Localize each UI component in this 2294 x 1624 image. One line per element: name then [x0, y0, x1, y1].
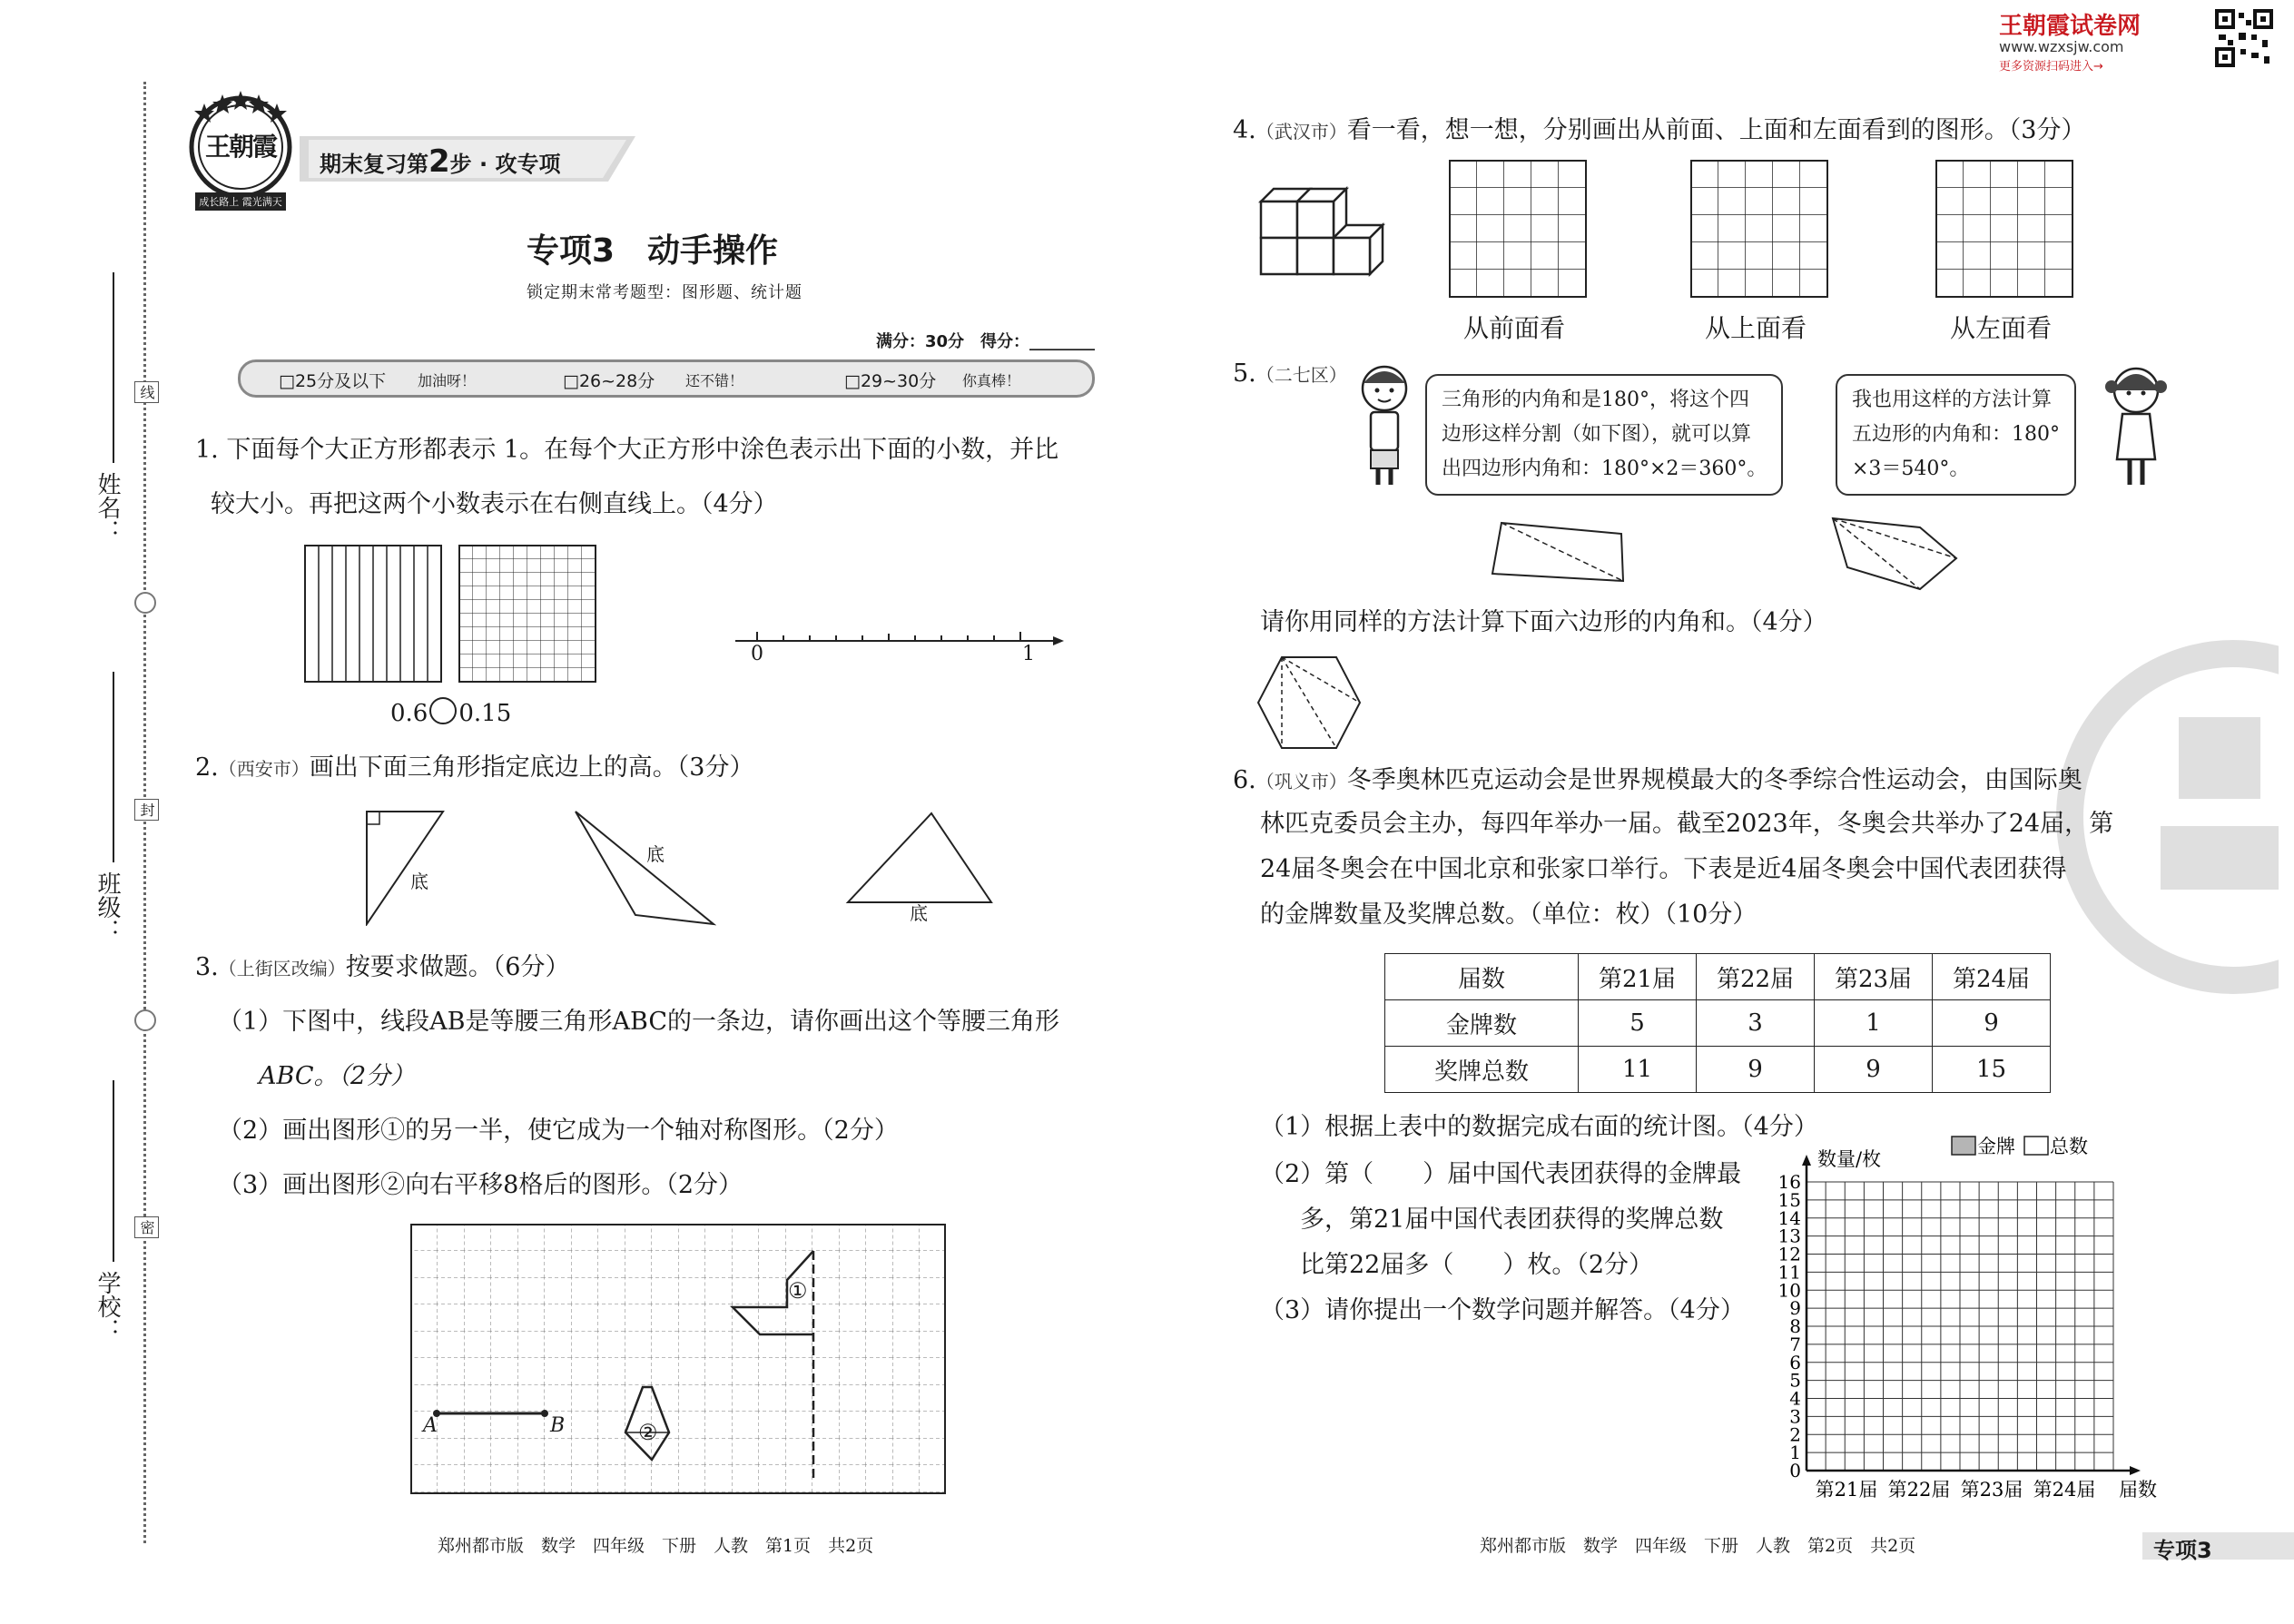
- logo-text: 王朝霞: [204, 132, 276, 162]
- q6-sub2-line3: 比第22届多（ ）枚。（2分）: [1300, 1251, 1654, 1279]
- y-tick-label: 10: [1777, 1279, 1801, 1302]
- legend-swatch-gold: [1952, 1137, 1975, 1155]
- cut-mark-xian: 线: [134, 381, 159, 403]
- x-axis-label: 届数: [2119, 1479, 2157, 1498]
- margin-hole-icon: [134, 592, 156, 614]
- legend-label-gold: 金牌: [1977, 1136, 2015, 1157]
- q6-sub3: （3）请你提出一个数学问题并解答。（4分）: [1260, 1296, 1745, 1324]
- q1-line1: 1. 下面每个大正方形都表示 1。在每个大正方形中涂色表示出下面的小数，并比: [195, 436, 1059, 464]
- q1-compare: [390, 697, 511, 727]
- q4-grid-left: [1935, 160, 2073, 298]
- y-tick-label: 3: [1789, 1405, 1801, 1428]
- cut-mark-mi: 密: [134, 1216, 159, 1238]
- name-label: 姓名：: [94, 472, 121, 543]
- q2-base-label-3: 底: [910, 902, 928, 924]
- q4-grid-front: [1449, 160, 1587, 298]
- q1-number-line: [726, 626, 1071, 663]
- y-tick-label: 11: [1777, 1261, 1801, 1284]
- y-tick-label: 8: [1789, 1315, 1801, 1337]
- q6-sub1: （1）根据上表中的数据完成右面的统计图。（4分）: [1260, 1113, 1818, 1141]
- compare-left: 0.6: [390, 700, 428, 727]
- y-axis-arrow: [1802, 1155, 1811, 1166]
- y-tick-label: 1: [1789, 1442, 1801, 1464]
- medal-table: [1384, 953, 2051, 1093]
- boy-figure-icon: [1353, 363, 1416, 490]
- axis-start-label: 0: [751, 643, 763, 665]
- class-label: 班级：: [94, 871, 121, 942]
- q6-line1: 6.（巩义市）冬季奥林匹克运动会是世界规模最大的冬季综合性运动会，由国际奥: [1233, 766, 2082, 794]
- view-label-top: 从上面看: [1705, 313, 1807, 343]
- brand-tagline: 更多资源扫码进入→: [1999, 60, 2103, 74]
- x-category-label: 第22届: [1887, 1479, 1951, 1498]
- axis-end-label: 1: [1022, 643, 1035, 665]
- x-category-label: 第21届: [1815, 1479, 1878, 1498]
- rating-box-3[interactable]: □29~30分: [844, 371, 937, 391]
- q3-sub1-line1: （1）下图中，线段AB是等腰三角形ABC的一条边，请你画出这个等腰三角形: [218, 1008, 1060, 1036]
- rating-bar: [238, 359, 1095, 398]
- label-b: B: [550, 1414, 566, 1437]
- y-tick-label: 6: [1789, 1351, 1801, 1373]
- y-tick-label: 2: [1789, 1423, 1801, 1446]
- y-tick-label: 7: [1789, 1333, 1801, 1355]
- q3-prompt: 3.（上街区改编）按要求做题。（6分）: [195, 953, 570, 981]
- page-subtitle: 锁定期末常考题型：图形题、统计题: [527, 283, 802, 302]
- view-label-left: 从左面看: [1950, 313, 2053, 343]
- view-label-front: 从前面看: [1463, 313, 1566, 343]
- rating-box-1[interactable]: □25分及以下: [279, 371, 387, 391]
- x-category-label: 第24届: [2033, 1479, 2096, 1498]
- x-axis-arrow: [2130, 1466, 2141, 1475]
- q1-tenths-square: [304, 545, 442, 683]
- q6-line2: 林匹克委员会主办，每四年举办一届。截至2023年，冬奥会共举办了24届，第: [1260, 810, 2114, 838]
- class-line: [113, 672, 114, 862]
- girl-figure-icon: [2104, 363, 2168, 490]
- compare-circle[interactable]: [429, 697, 457, 724]
- binding-margin: [0, 0, 163, 1624]
- q5-prompt: 5.（二七区）: [1233, 359, 1347, 388]
- q2-base-label-2: 底: [646, 843, 665, 865]
- q4-grid-top: [1690, 160, 1828, 298]
- y-tick-label: 16: [1777, 1171, 1801, 1193]
- name-line: [113, 272, 114, 463]
- y-tick-label: 14: [1777, 1206, 1801, 1229]
- q6-line3: 24届冬奥会在中国北京和张家口举行。下表是近4届冬奥会中国代表团获得: [1260, 855, 2067, 883]
- score-line: 满分：30分 得分：________: [876, 332, 1096, 351]
- y-tick-label: 12: [1777, 1243, 1801, 1265]
- x-category-label: 第23届: [1960, 1479, 2023, 1498]
- table-row: 届数 第21届 第22届 第23届 第24届: [1385, 954, 2051, 1000]
- rating-box-2[interactable]: □26~28分: [563, 371, 655, 391]
- y-tick-label: 15: [1777, 1188, 1801, 1211]
- y-tick-label: 0: [1789, 1460, 1801, 1481]
- margin-hole-icon: [134, 1009, 156, 1031]
- compare-right: 0.15: [458, 700, 512, 727]
- q6-sub2-line2: 多，第21届中国代表团获得的奖牌总数: [1300, 1206, 1724, 1234]
- rating-comment-2: 还不错！: [685, 372, 744, 389]
- q3-grid: [410, 1224, 946, 1496]
- q3-sub3: （3）画出图形②向右平移8格后的图形。（2分）: [218, 1171, 743, 1199]
- table-row: 奖牌总数 11 9 9 15: [1385, 1047, 2051, 1093]
- legend-label-total: 总数: [2050, 1136, 2088, 1157]
- page-title: 专项3 动手操作: [527, 232, 779, 270]
- footer-left: 郑州都市版 数学 四年级 下册 人教 第1页 共2页: [438, 1536, 874, 1556]
- speech-bubble-left: 三角形的内角和是180°，将这个四 边形这样分割（如下图），就可以算 出四边形内角和：180°×2＝360°。: [1425, 374, 1783, 496]
- q1-line2: 较大小。再把这两个小数表示在右侧直线上。（4分）: [211, 490, 778, 518]
- q6-sub2-line1: （2）第（ ）届中国代表团获得的金牌最: [1260, 1160, 1742, 1188]
- footer-right: 郑州都市版 数学 四年级 下册 人教 第2页 共2页: [1480, 1536, 1916, 1556]
- footer-tag: 专项3: [2153, 1538, 2212, 1563]
- logo-badge: [186, 91, 295, 218]
- rating-comment-3: 你真棒！: [962, 372, 1021, 389]
- q5-pentagon: [1829, 513, 1965, 595]
- cut-mark-feng: 封: [134, 799, 159, 821]
- school-label: 学校：: [94, 1271, 121, 1342]
- table-row: 金牌数 5 3 1 9: [1385, 1000, 2051, 1047]
- y-tick-label: 4: [1789, 1387, 1801, 1410]
- y-tick-label: 5: [1789, 1369, 1801, 1392]
- section-banner: [300, 136, 635, 182]
- q2-triangles: [354, 799, 1044, 926]
- brand-url: www.wzxsjw.com: [1999, 38, 2124, 55]
- speech-bubble-right: 我也用这样的方法计算 五边形的内角和：180° ×3＝540°。: [1836, 374, 2076, 496]
- label-a: A: [423, 1414, 438, 1437]
- y-axis-label: 数量/枚: [1817, 1148, 1882, 1170]
- q5-hexagon: [1255, 654, 1364, 753]
- y-tick-label: 9: [1789, 1297, 1801, 1320]
- q4-cubes: [1257, 182, 1412, 300]
- school-line: [113, 1080, 114, 1262]
- shape-2-label: ②: [638, 1420, 658, 1445]
- logo-ribbon: 成长路上 霞光满天: [199, 196, 282, 208]
- q5-task: 请你用同样的方法计算下面六边形的内角和。（4分）: [1260, 608, 1827, 636]
- rating-comment-1: 加油呀！: [418, 372, 477, 389]
- qr-code-icon[interactable]: [2215, 9, 2273, 67]
- q2-prompt: 2.（西安市）画出下面三角形指定底边上的高。（3分）: [195, 753, 754, 782]
- legend-swatch-total: [2024, 1137, 2048, 1155]
- q5-quadrilateral: [1489, 517, 1634, 590]
- q3-sub1-line2: ABC。（2分）: [259, 1062, 416, 1090]
- banner-text: 期末复习第2步 · 攻专项: [320, 143, 561, 180]
- medal-chart: [1770, 1126, 2170, 1498]
- q1-hundredths-square: [458, 545, 596, 683]
- q3-sub2: （2）画出图形①的另一半，使它成为一个轴对称图形。（2分）: [218, 1117, 899, 1145]
- q4-prompt: 4.（武汉市）看一看，想一想，分别画出从前面、上面和左面看到的图形。（3分）: [1233, 116, 2086, 144]
- y-tick-label: 13: [1777, 1225, 1801, 1247]
- shape-1-label: ①: [788, 1278, 808, 1304]
- brand-name: 王朝霞试卷网: [1999, 13, 2141, 40]
- brand-block: [1997, 7, 2215, 73]
- q6-line4: 的金牌数量及奖牌总数。（单位：枚）（10分）: [1260, 901, 1757, 929]
- q2-base-label-1: 底: [410, 871, 428, 892]
